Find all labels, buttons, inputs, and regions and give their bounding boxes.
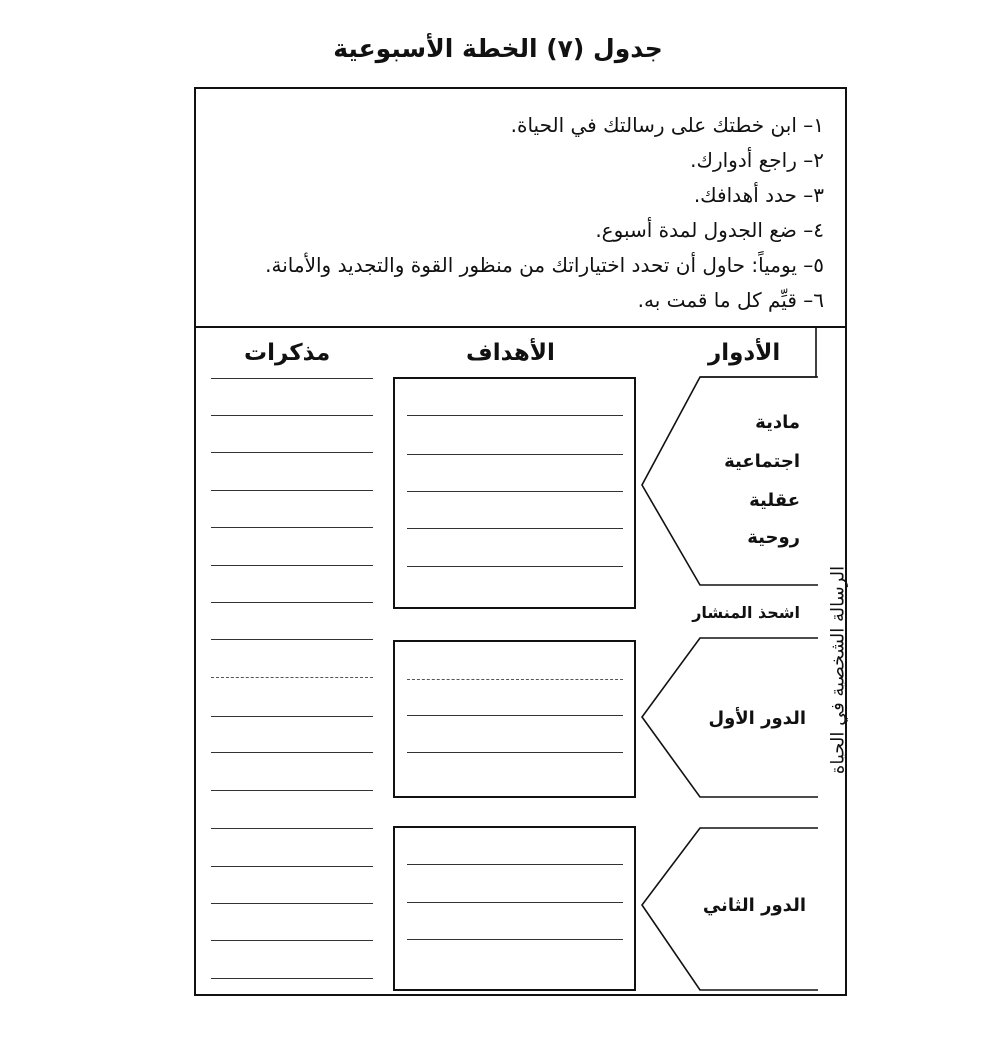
role-two: الدور الثاني: [702, 895, 806, 916]
header-roles: الأدوار: [708, 340, 781, 366]
note-line[interactable]: [211, 639, 373, 640]
note-line[interactable]: [211, 602, 373, 603]
page-title: جدول (٧) الخطة الأسبوعية: [333, 34, 663, 63]
goal-line[interactable]: [407, 939, 623, 940]
role-one: الدور الأول: [708, 708, 806, 729]
goals-box-dimensions: [393, 377, 636, 609]
role-spiritual: روحية: [747, 527, 800, 548]
role-sharpen-saw: اشحذ المنشار: [692, 603, 800, 622]
goals-box-role-one: [393, 640, 636, 798]
goal-line[interactable]: [407, 528, 623, 529]
note-line[interactable]: [211, 565, 373, 566]
note-line[interactable]: [211, 903, 373, 904]
goal-line[interactable]: [407, 679, 623, 680]
goal-line[interactable]: [407, 491, 623, 492]
header-notes: مذكرات: [244, 340, 331, 366]
goal-line[interactable]: [407, 864, 623, 865]
note-line[interactable]: [211, 752, 373, 753]
goal-line[interactable]: [407, 415, 623, 416]
note-line[interactable]: [211, 716, 373, 717]
goal-line[interactable]: [407, 752, 623, 753]
note-line[interactable]: [211, 866, 373, 867]
instruction-2: ٢– راجع أدوارك.: [690, 148, 824, 172]
note-line[interactable]: [211, 677, 373, 678]
instruction-6: ٦– قيِّم كل ما قمت به.: [637, 288, 824, 312]
role-social: اجتماعية: [724, 451, 800, 472]
mission-label: [828, 545, 848, 795]
goals-box-role-two: [393, 826, 636, 991]
goal-line[interactable]: [407, 454, 623, 455]
instruction-5: ٥– يومياً: حاول أن تحدد اختياراتك من منظور القوة والتجديد والأمانة.: [265, 253, 824, 277]
note-line[interactable]: [211, 415, 373, 416]
bracket-dimensions: [642, 377, 818, 585]
note-line[interactable]: [211, 378, 373, 379]
note-line[interactable]: [211, 828, 373, 829]
goal-line[interactable]: [407, 715, 623, 716]
goal-line[interactable]: [407, 902, 623, 903]
instruction-3: ٣– حدد أهدافك.: [693, 183, 824, 207]
note-line[interactable]: [211, 527, 373, 528]
instruction-4: ٤– ضع الجدول لمدة أسبوع.: [595, 218, 824, 242]
instruction-1: ١– ابن خطتك على رسالتك في الحياة.: [510, 113, 824, 137]
note-line[interactable]: [211, 940, 373, 941]
note-line[interactable]: [211, 978, 373, 979]
note-line[interactable]: [211, 452, 373, 453]
role-physical: مادية: [755, 412, 800, 433]
goal-line[interactable]: [407, 566, 623, 567]
header-goals: الأهداف: [466, 340, 555, 366]
note-line[interactable]: [211, 490, 373, 491]
note-line[interactable]: [211, 790, 373, 791]
role-mental: عقلية: [749, 490, 800, 511]
mission-label-text: الرسالة الشخصية في الحياة: [827, 565, 849, 775]
